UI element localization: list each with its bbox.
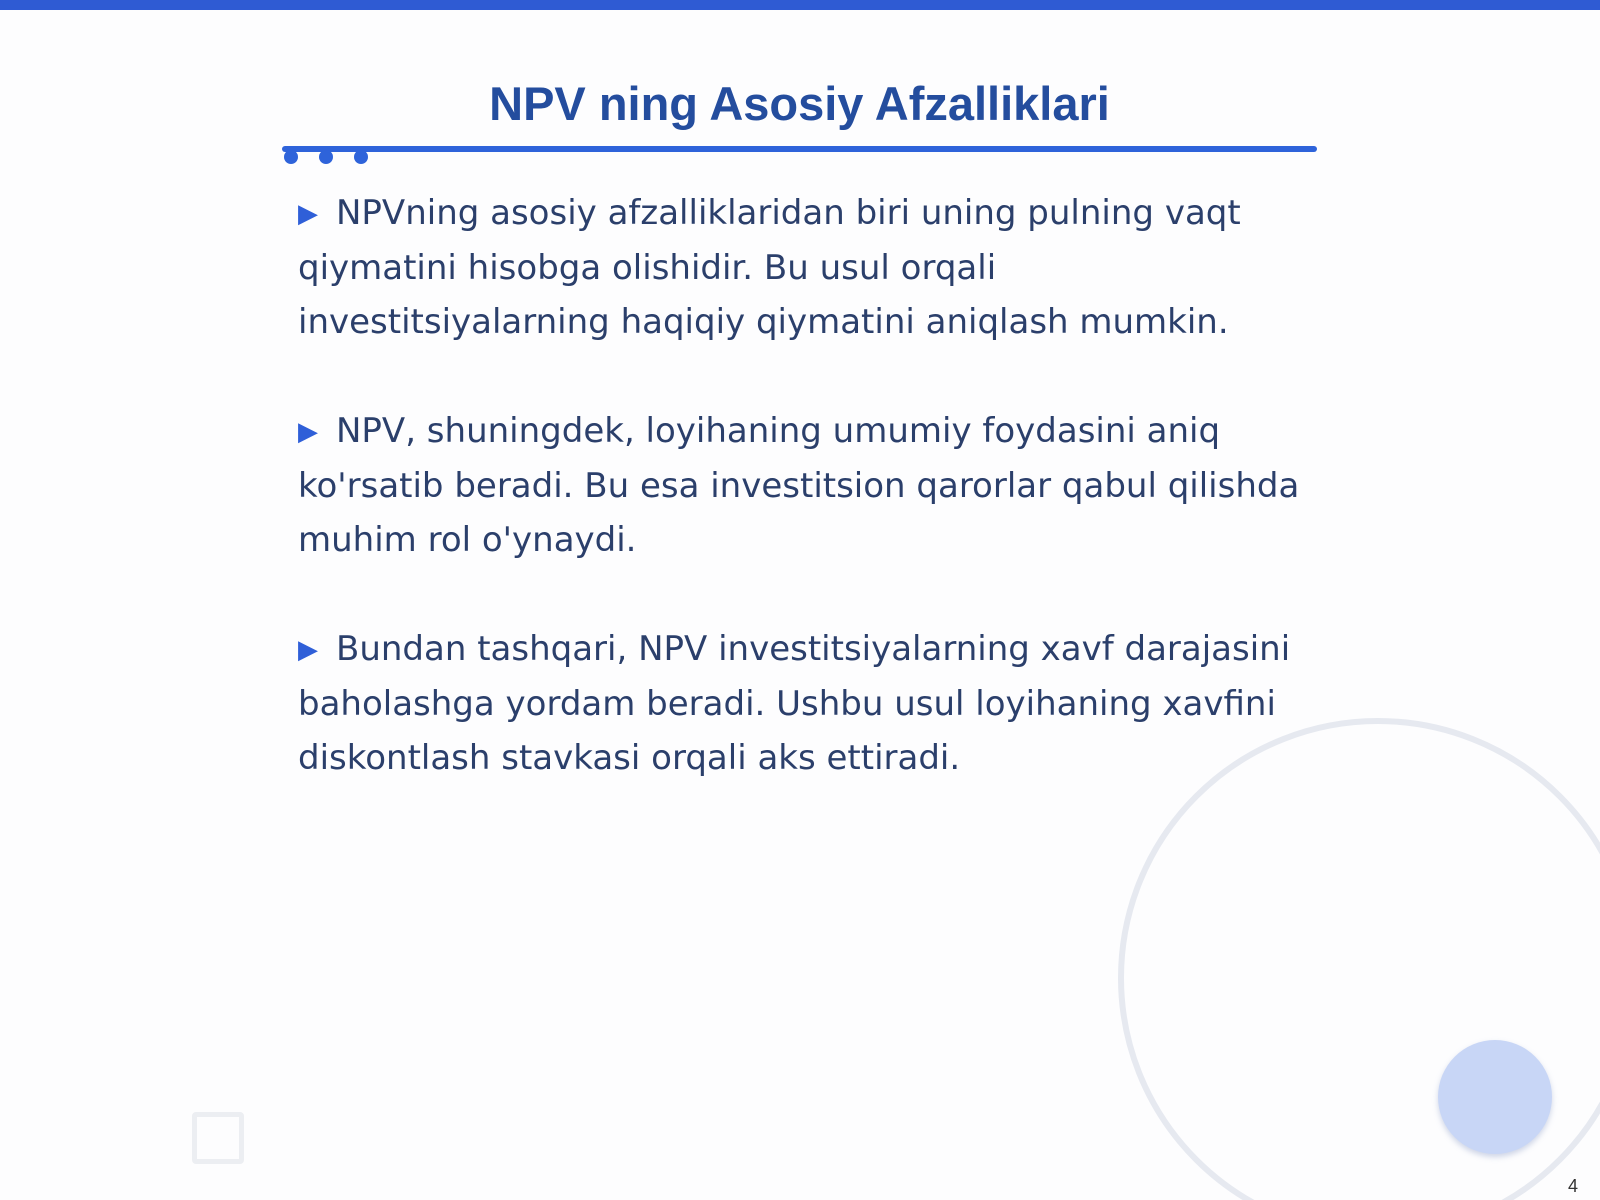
bullet-item <box>298 186 1308 349</box>
slide-title: NPV ning Asosiy Afzalliklari <box>489 77 1110 130</box>
triangle-right-icon: ▶ <box>298 417 318 447</box>
decorative-dot <box>284 150 298 164</box>
bullet-text: NPV, shuningdek, loyihaning umumiy foydasini aniq ko'rsatib beradi. Bu esa investitsion qarorlar qabul qilishda muhim rol o'ynaydi. <box>298 411 1300 560</box>
bullet-item <box>298 404 1308 567</box>
bullet-text: NPVning asosiy afzalliklaridan biri uning pulning vaqt qiymatini hisobga olishidir. Bu usul orqali investitsiyalarning haqiqiy qiymatini aniqlash mumkin. <box>298 193 1241 342</box>
bullet-text: Bundan tashqari, NPV investitsiyalarning xavf darajasini baholashga yordam beradi. Ushbu usul loyihaning xavfini diskontlash stavkasi orqali aks ettiradi. <box>298 629 1291 778</box>
page-number: 4 <box>1567 1176 1578 1196</box>
triangle-right-icon: ▶ <box>298 199 318 229</box>
bullet-list <box>298 186 1308 840</box>
decorative-dot <box>319 150 333 164</box>
bullet-item <box>298 622 1308 785</box>
decorative-square <box>192 1112 244 1164</box>
triangle-right-icon: ▶ <box>298 635 318 665</box>
top-accent-bar <box>0 0 1600 10</box>
decorative-circle <box>1438 1040 1552 1154</box>
decorative-dot <box>354 150 368 164</box>
title-underline <box>282 146 1317 152</box>
